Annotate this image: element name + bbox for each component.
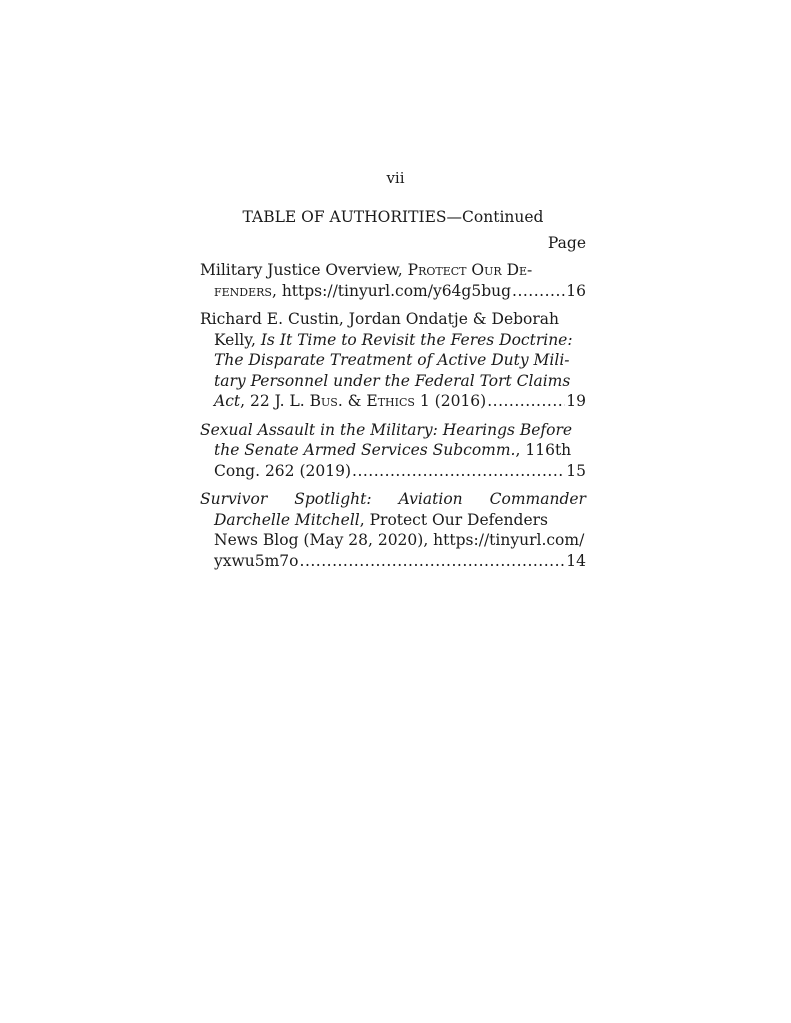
authority-entry: [200, 489, 586, 571]
authority-entry: [200, 309, 586, 412]
dot-leader: [352, 461, 565, 482]
entry-line: the Senate Armed Services Subcomm., 116th: [214, 441, 572, 459]
entry-line: yxwu5m7o ..... 14: [200, 551, 586, 572]
entry-page-number: 19: [566, 392, 586, 410]
page-column-label: Page: [547, 234, 586, 252]
entry-page-number: 15: [566, 461, 586, 480]
entry-line: Cong. 262 (2019) ..... 15: [200, 461, 586, 482]
entry-line: Survivor Spotlight: Aviation Commander: [200, 490, 586, 508]
page-number: vii: [386, 169, 405, 187]
entry-line: Sexual Assault in the Military: Hearings Before: [200, 420, 573, 439]
entry-line: Kelly, Is It Time to Revisit the Feres Doctrine:: [214, 330, 573, 349]
entry-line: fenders, https://tinyurl.com/y64g5bug ..... 16: [200, 281, 586, 302]
entry-line: Darchelle Mitchell, Protect Our Defenders: [214, 510, 548, 529]
entry-page-number: 14: [566, 551, 586, 570]
dot-leader: [487, 391, 565, 412]
entry-line: Act, 22 J. L. Bus. & Ethics 1 (2016) ..... 19: [200, 391, 586, 412]
authority-entry: [200, 420, 586, 482]
entry-line: Military Justice Overview, Protect Our De-: [200, 261, 533, 279]
entry-line: Richard E. Custin, Jordan Ondatje & Deborah: [200, 310, 560, 328]
entry-line: News Blog (May 28, 2020), https://tinyurl.com/: [214, 531, 585, 549]
entry-line: tary Personnel under the Federal Tort Claims: [214, 371, 571, 390]
dot-leader: [300, 551, 566, 572]
page-title: TABLE OF AUTHORITIES—Continued: [242, 208, 544, 226]
entry-line: The Disparate Treatment of Active Duty Mili-: [214, 351, 570, 369]
authority-entry: [200, 260, 586, 301]
dot-leader: [512, 281, 565, 302]
entry-page-number: 16: [566, 281, 586, 300]
authorities-list: [200, 260, 586, 579]
